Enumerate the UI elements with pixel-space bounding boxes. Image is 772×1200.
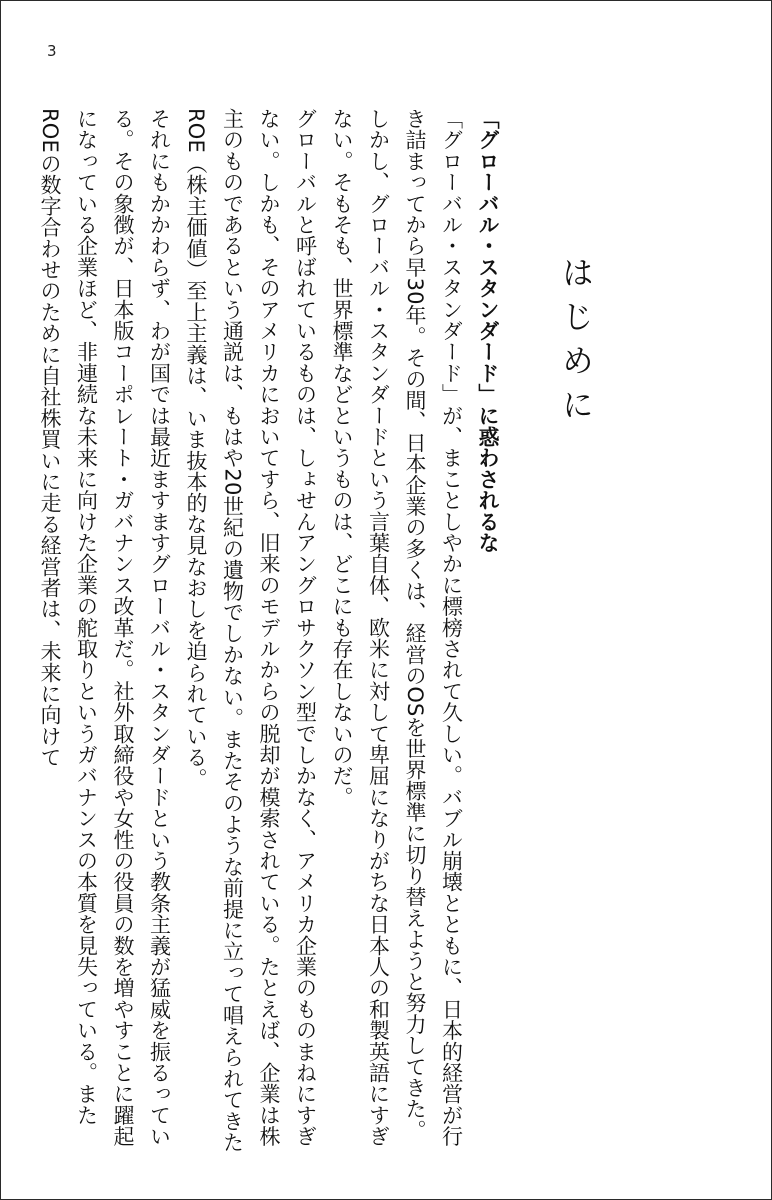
paragraph <box>324 108 397 1158</box>
section-heading: 「グローバル・スタンダード」に惑わされるな <box>476 108 500 554</box>
page-number: 3 <box>47 42 57 60</box>
paragraph: 「グローバル・スタンダード」が、まことしやかに標榜されて久しい。バブル崩壊とともに、日本的経営が行き詰まってから早30年。その間、日本企業の多くは、経営のOSを世界標準に切り替えようと努力してきた。 <box>403 108 464 1147</box>
paragraph <box>32 108 178 1158</box>
body-text <box>38 108 506 1158</box>
page-title: はじめに <box>557 256 595 432</box>
paragraph <box>178 108 324 1158</box>
paragraph-text: グローバルと呼ばれているものは、しょせんアングロサクソン型でしかなく、アメリカ企業のものまねにすぎない。しかも、そのアメリカにおいてすら、旧来のモデルからの脱却が模索されている。たとえば、企業は株主のものであるという通説は、もはや20世紀の遺物でしかない。またそのような前提に立って唱えられてきたROE（株主価値）至上主義は、いま抜本的な見なおしを迫られている。 <box>184 108 318 1153</box>
paragraph-text: それにもかかわらず、わが国では最近ますますグローバル・スタンダードという教条主義が猛威を振るっている。その象徴が、日本版コーポレート・ガバナンス改革だ。社外取締役や女性の役員の数を増やすことに躍起になっている企業ほど、非連続な未来に向けた企業の舵取りというガバナンスの本質を見失っている。またROEの数字合わせのために自社株買いに走る経営者は、未来に向けて <box>38 108 172 1147</box>
paragraph-text: しかし、グローバル・スタンダードという言葉自体、欧米に対して卑屈になりがちな日本人の和製英語にすぎない。そもそも、世界標準などというものは、どこにも存在しないのだ。 <box>330 108 391 1147</box>
